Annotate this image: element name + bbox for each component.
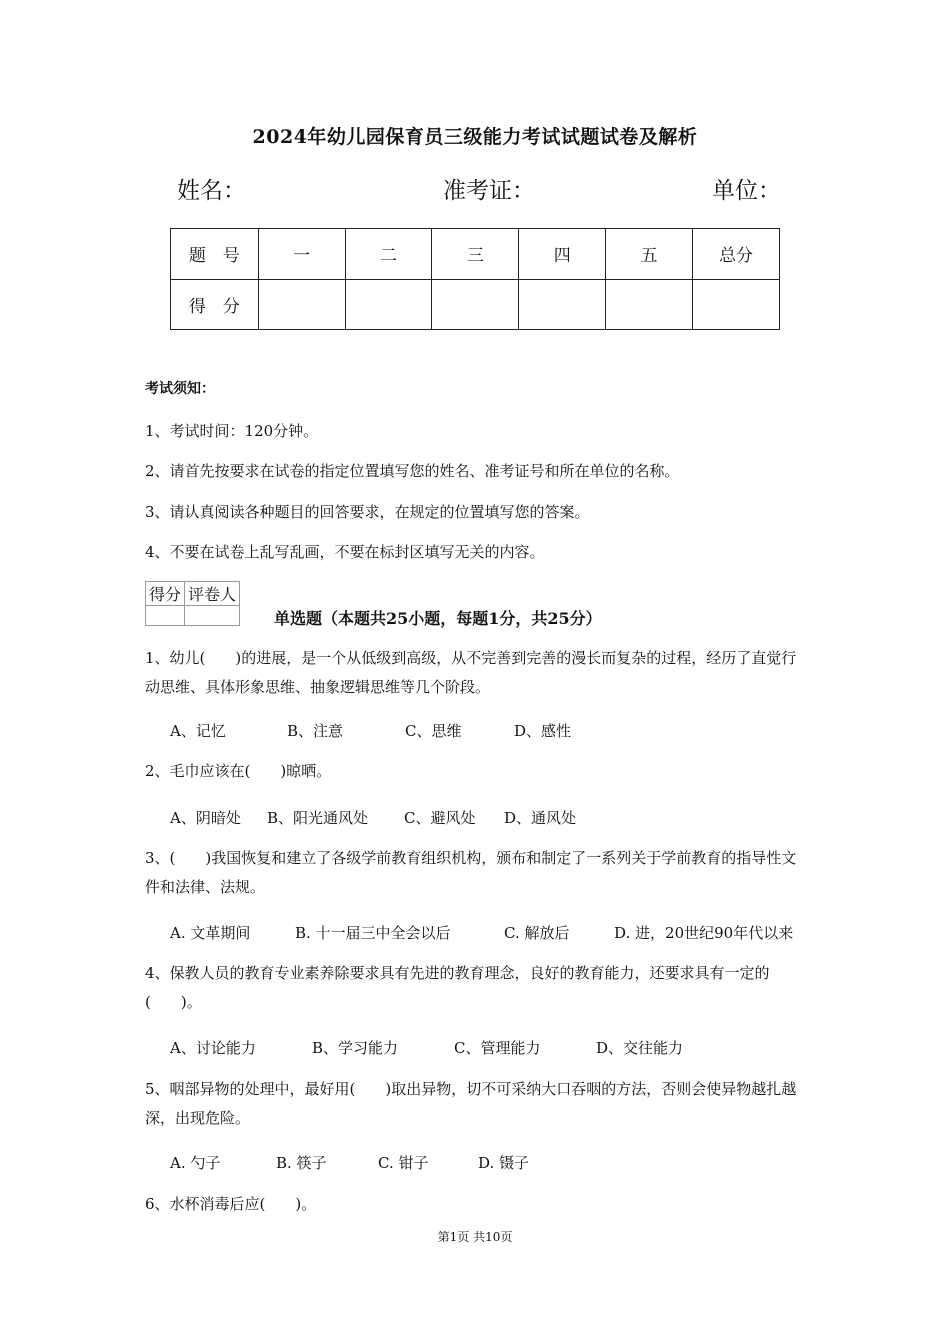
option: B、注意 — [287, 722, 344, 740]
option: C、避风处 — [404, 809, 476, 827]
option: A. 文革期间 — [170, 924, 251, 942]
score-cell — [432, 279, 519, 330]
notice-item: 1、考试时间：120分钟。 — [145, 422, 319, 440]
score-header-cell: 三 — [432, 229, 519, 280]
page-title: 2024年幼儿园保育员三级能力考试试题试卷及解析 — [252, 126, 698, 148]
option: D. 镊子 — [478, 1154, 530, 1172]
notice-item: 2、请首先按要求在试卷的指定位置填写您的姓名、准考证号和所在单位的名称。 — [145, 462, 680, 480]
question-1: 1、幼儿( )的进展，是一个从低级到高级，从不完善到完善的漫长而复杂的过程，经历了直觉行动思维、具体形象思维、抽象逻辑思维等几个阶段。 — [145, 649, 797, 696]
option: B. 十一届三中全会以后 — [295, 924, 451, 942]
notice-item: 3、请认真阅读各种题目的回答要求，在规定的位置填写您的答案。 — [145, 503, 590, 521]
option: D、感性 — [514, 722, 572, 740]
question-5-options — [170, 1152, 529, 1173]
score-cell — [345, 279, 432, 330]
score-header-cell: 总分 — [693, 229, 780, 280]
score-cell — [693, 279, 780, 330]
score-table-score-row — [171, 279, 780, 330]
option: C. 解放后 — [504, 924, 570, 942]
question-5: 5、咽部异物的处理中，最好用( )取出异物，切不可采纳大口吞咽的方法，否则会使异物越扎越深，出现危险。 — [145, 1080, 797, 1127]
option: B. 筷子 — [276, 1154, 327, 1172]
score-row-label: 得 分 — [171, 279, 259, 330]
option: C、思维 — [405, 722, 462, 740]
question-4-options — [170, 1037, 683, 1058]
score-header-cell: 二 — [345, 229, 432, 280]
grader-score-cell — [146, 606, 185, 626]
grader-name-cell — [185, 606, 240, 626]
option: A、阴暗处 — [170, 809, 241, 827]
question-6: 6、水杯消毒后应( )。 — [145, 1195, 317, 1213]
question-2-options — [170, 807, 576, 828]
score-header-cell: 四 — [519, 229, 606, 280]
exam-id-label: 准考证： — [443, 178, 535, 204]
name-label: 姓名： — [177, 178, 246, 204]
unit-label: 单位： — [712, 178, 781, 204]
score-table — [170, 228, 780, 330]
question-3: 3、( )我国恢复和建立了各级学前教育组织机构，颁布和制定了一系列关于学前教育的指导性文件和法律、法规。 — [145, 849, 797, 896]
score-header-cell: 五 — [606, 229, 693, 280]
question-1-options — [170, 720, 571, 741]
option: D. 进，20世纪90年代以来 — [614, 924, 794, 942]
option: C、管理能力 — [454, 1039, 541, 1057]
option: D、交往能力 — [596, 1039, 684, 1057]
option: B、学习能力 — [312, 1039, 399, 1057]
score-table-header-row — [171, 229, 780, 280]
grader-box — [145, 581, 240, 626]
option: D、通风处 — [504, 809, 577, 827]
score-header-cell: 一 — [258, 229, 345, 280]
score-cell — [258, 279, 345, 330]
score-cell — [519, 279, 606, 330]
option: A、讨论能力 — [170, 1039, 256, 1057]
question-3-options — [170, 922, 793, 943]
grader-name-label: 评卷人 — [185, 582, 240, 606]
notice-item: 4、不要在试卷上乱写乱画，不要在标封区填写无关的内容。 — [145, 543, 545, 561]
grader-score-label: 得分 — [146, 582, 185, 606]
score-header-cell: 题 号 — [171, 229, 259, 280]
option: C. 钳子 — [378, 1154, 429, 1172]
section-title: 单选题（本题共25小题，每题1分，共25分） — [274, 609, 602, 628]
notice-heading: 考试须知： — [145, 381, 215, 397]
page-footer: 第1页 共10页 — [437, 1230, 513, 1244]
option: B、阳光通风处 — [267, 809, 369, 827]
question-2: 2、毛巾应该在( )晾晒。 — [145, 762, 332, 780]
option: A、记忆 — [170, 722, 226, 740]
score-cell — [606, 279, 693, 330]
option: A. 勺子 — [170, 1154, 221, 1172]
question-4: 4、保教人员的教育专业素养除要求具有先进的教育理念，良好的教育能力，还要求具有一定的( )。 — [145, 964, 770, 1011]
